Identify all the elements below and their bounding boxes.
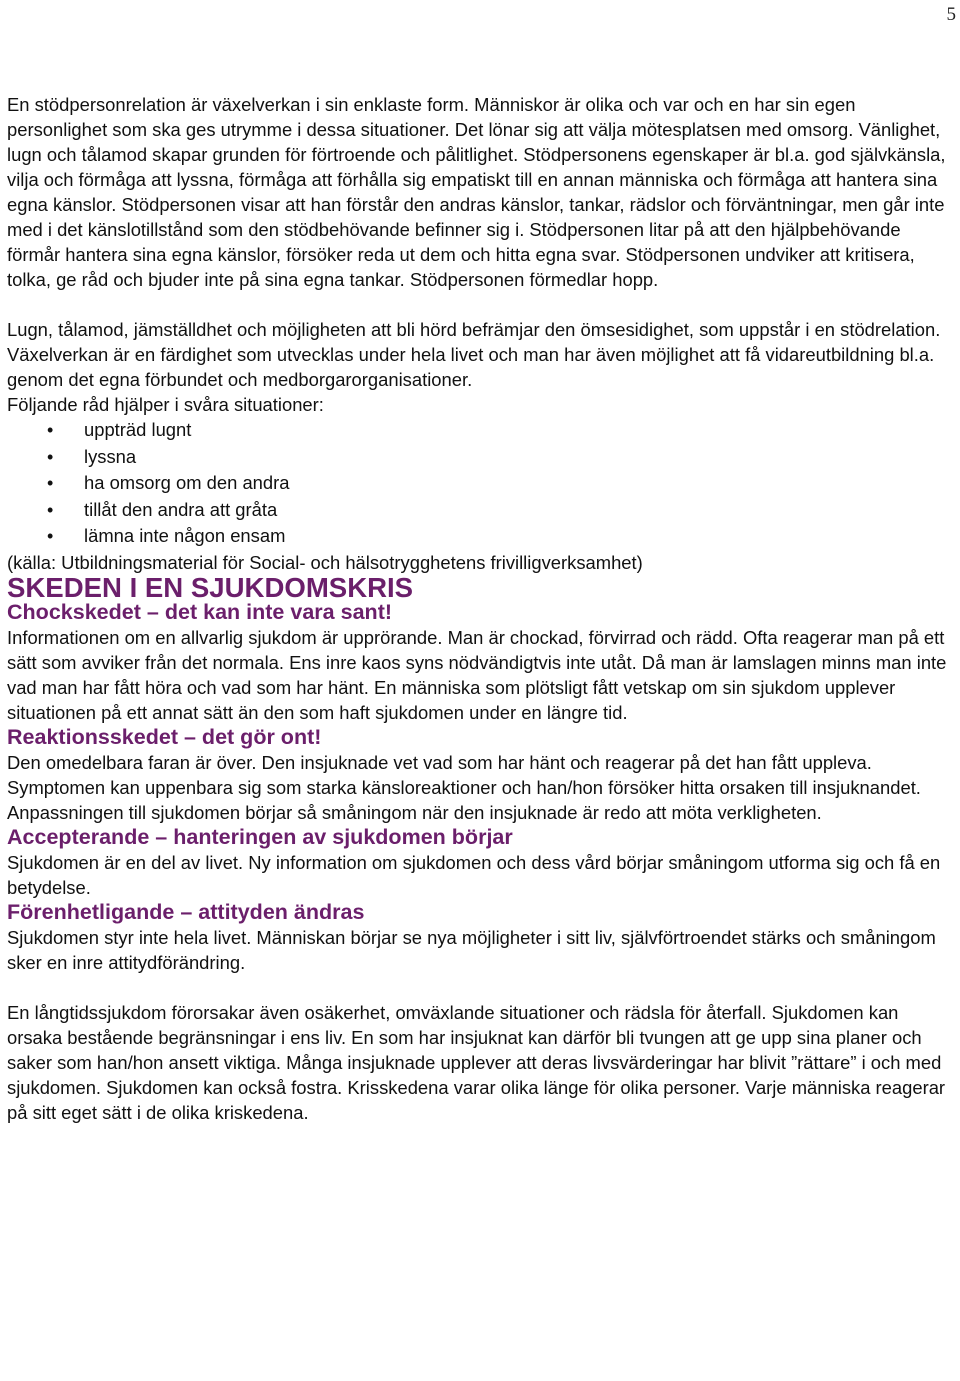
stage-text-shock: Informationen om en allvarlig sjukdom är upprörande. Man är chockad, förvirrad och rädd. Ofta reagerar man på ett sätt som avviker från det normala. Ens inre kaos syns nödvändigtvis inte utåt. Då man är lamslagen minns man inte vad man har fått höra och vad som har hänt. En människa som plötsligt fått vetskap om sin sjukdom upplever situationen på ett annat sätt än den som haft sjukdomen under en längre tid.	[7, 626, 947, 723]
bullet-icon: •	[47, 526, 54, 546]
bullet-icon: •	[47, 499, 54, 520]
advice-intro: Följande råd hjälper i svåra situationer:	[7, 394, 324, 415]
advice-item-text: lämna inte någon ensam	[84, 525, 286, 546]
document-body	[7, 92, 957, 1125]
advice-item	[7, 523, 957, 550]
stage-text-integration: Sjukdomen styr inte hela livet. Människan börjar se nya möjligheter i sitt liv, självförtroendet stärks och småningom sker en inre attitydförändring.	[7, 926, 936, 973]
closing-paragraph: En långtidssjukdom förorsakar även osäkerhet, omväxlande situationer och rädsla för återfall. Sjukdomen kan orsaka bestående begränsningar i ens liv. En som har insjuknat kan därför bli tvungen att ge upp sina planer och saker som han/hon ansett viktiga. Många insjuknade upplever att deras livsvärderingar har blivit ”rättare” i och med sjukdomen. Sjukdomen kan också fostra. Krisskedena varar olika länge för olika personer. Varje människa reagerar på sitt eget sätt i de olika kriskedena.	[7, 1001, 946, 1123]
stage-title-shock: Chockskedet – det kan inte vara sant!	[7, 599, 393, 624]
bullet-icon: •	[47, 446, 54, 467]
advice-item-text: ha omsorg om den andra	[84, 472, 290, 493]
stage-title-acceptance: Accepterande – hanteringen av sjukdomen börjar	[7, 824, 513, 849]
section-heading: SKEDEN I EN SJUKDOMSKRIS	[7, 571, 414, 603]
advice-item-text: tillåt den andra att gråta	[84, 498, 278, 520]
intro-paragraph: En stödpersonrelation är växelverkan i sin enklaste form. Människor är olika och var och en har sin egen personlighet som ska ges utrymme i dessa situationer. Det lönar sig att välja mötesplatsen med omsorg. Vänlighet, lugn och tålamod skapar grunden för förtroende och pålitlighet. Stödpersonens egenskaper är bl.a. god självkänsla, vilja och förmåga att lyssna, förmåga att förhålla sig empatiskt till en annan människa och förmåga att hantera sina egna känslor. Stödpersonen visar att han förstår den andras känslor, tankar, rädslor och förväntningar, men går inte med i det känslotillstånd som den stödbehövande befinner sig i. Stödpersonen litar på att den hjälpbehövande förmår hantera sina egna känslor, försöker reda ut dem och hitta egna svar. Stödpersonen undviker att kritisera, tolka, ge råd och bjuder inte på sina egna tankar. Stödpersonen förmedlar hopp.	[7, 94, 946, 290]
reciprocity-paragraph: Lugn, tålamod, jämställdhet och möjligheten att bli hörd befrämjar den ömsesidighet, som uppstår i en stödrelation. Växelverkan är en färdighet som utvecklas under hela livet och man har även möjlighet att få vidareutbildning bl.a. genom det egna förbundet och medborgarorganisationer.	[7, 319, 941, 390]
stage-text-acceptance: Sjukdomen är en del av livet. Ny information om sjukdomen och dess vård börjar småningom utforma sig och få en betydelse.	[7, 851, 941, 898]
source-note: (källa: Utbildningsmaterial för Social- och hälsotrygghetens frivilligverksamhet)	[7, 551, 643, 573]
advice-item-text: uppträd lugnt	[84, 419, 192, 440]
page-number: 5	[946, 4, 956, 25]
stage-text-reaction: Den omedelbara faran är över. Den insjuknade vet vad som har hänt och reagerar på det han fått uppleva. Symptomen kan uppenbara sig som starka känsloreaktioner och han/hon försöker hitta orsaken till insjuknandet. Anpassningen till sjukdomen börjar så småningom när den insjuknade är redo att möta verkligheten.	[7, 751, 921, 823]
advice-item	[7, 444, 957, 471]
advice-item	[7, 497, 957, 524]
advice-list	[7, 417, 957, 550]
stage-title-reaction: Reaktionsskedet – det gör ont!	[7, 724, 322, 749]
advice-item	[7, 470, 957, 497]
bullet-icon: •	[47, 473, 54, 493]
advice-item	[7, 417, 957, 444]
advice-item-text: lyssna	[84, 445, 137, 467]
stage-title-integration: Förenhetligande – attityden ändras	[7, 899, 365, 924]
bullet-icon: •	[47, 420, 54, 440]
